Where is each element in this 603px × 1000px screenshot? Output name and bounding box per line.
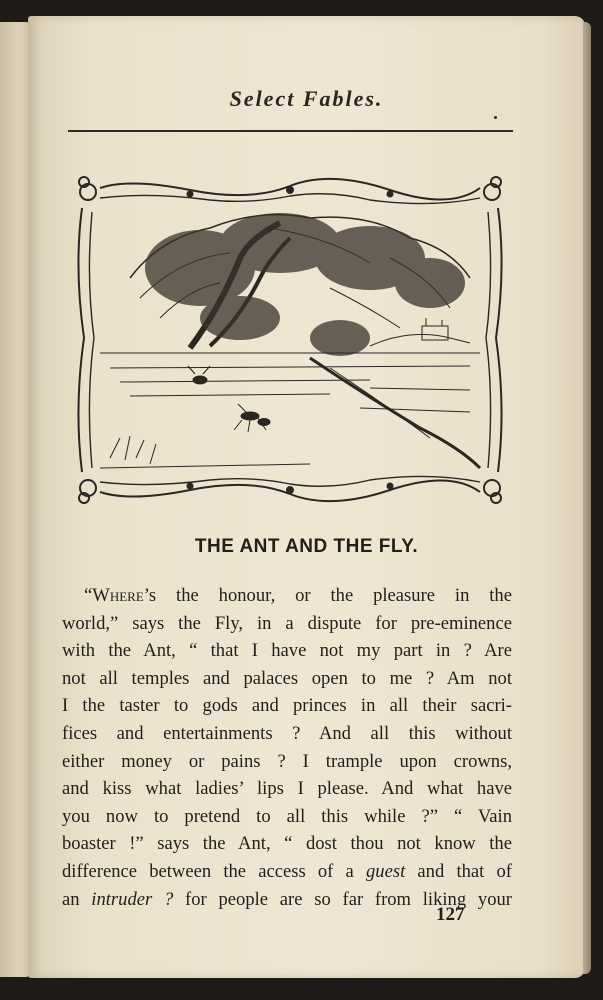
text-line: I the taster to gods and princes in all their sacri-: [62, 695, 512, 717]
facing-page-edge: [0, 22, 30, 977]
header-rule: [68, 130, 513, 132]
text-line: fices and entertainments ? And all this without: [62, 722, 512, 744]
ant-figure: [234, 404, 270, 432]
ink-speck: [494, 116, 497, 119]
text-line: and kiss what ladies’ lips I please. And what have: [62, 778, 512, 800]
text-line: world,” says the Fly, in a dispute for pre-eminence: [62, 612, 512, 634]
text-line: either money or pains ? I trample upon crowns,: [62, 750, 512, 772]
text-line: with the Ant, “ that I have not my part in ? Are: [62, 640, 512, 662]
text-line: you now to pretend to all this while ?” “ Vain: [62, 805, 512, 827]
text-line: not all temples and palaces open to me ? Am not: [62, 667, 512, 689]
page-number: 127: [436, 904, 465, 925]
book-page: [28, 16, 585, 978]
page-stack-edge: [583, 22, 591, 974]
text-line: an intruder ? for people are so far from liking your: [62, 888, 512, 910]
engraving-ant-and-fly: [70, 168, 510, 512]
fable-text: [62, 582, 512, 913]
fable-title: THE ANT AND THE FLY.: [194, 536, 419, 557]
text-line: “Where’s the honour, or the pleasure in the: [84, 585, 512, 606]
text-line: difference between the access of a guest and that of: [62, 860, 512, 882]
running-head: Select Fables.: [229, 86, 384, 111]
text-line: boaster !” says the Ant, “ dost thou not know the: [62, 833, 512, 855]
